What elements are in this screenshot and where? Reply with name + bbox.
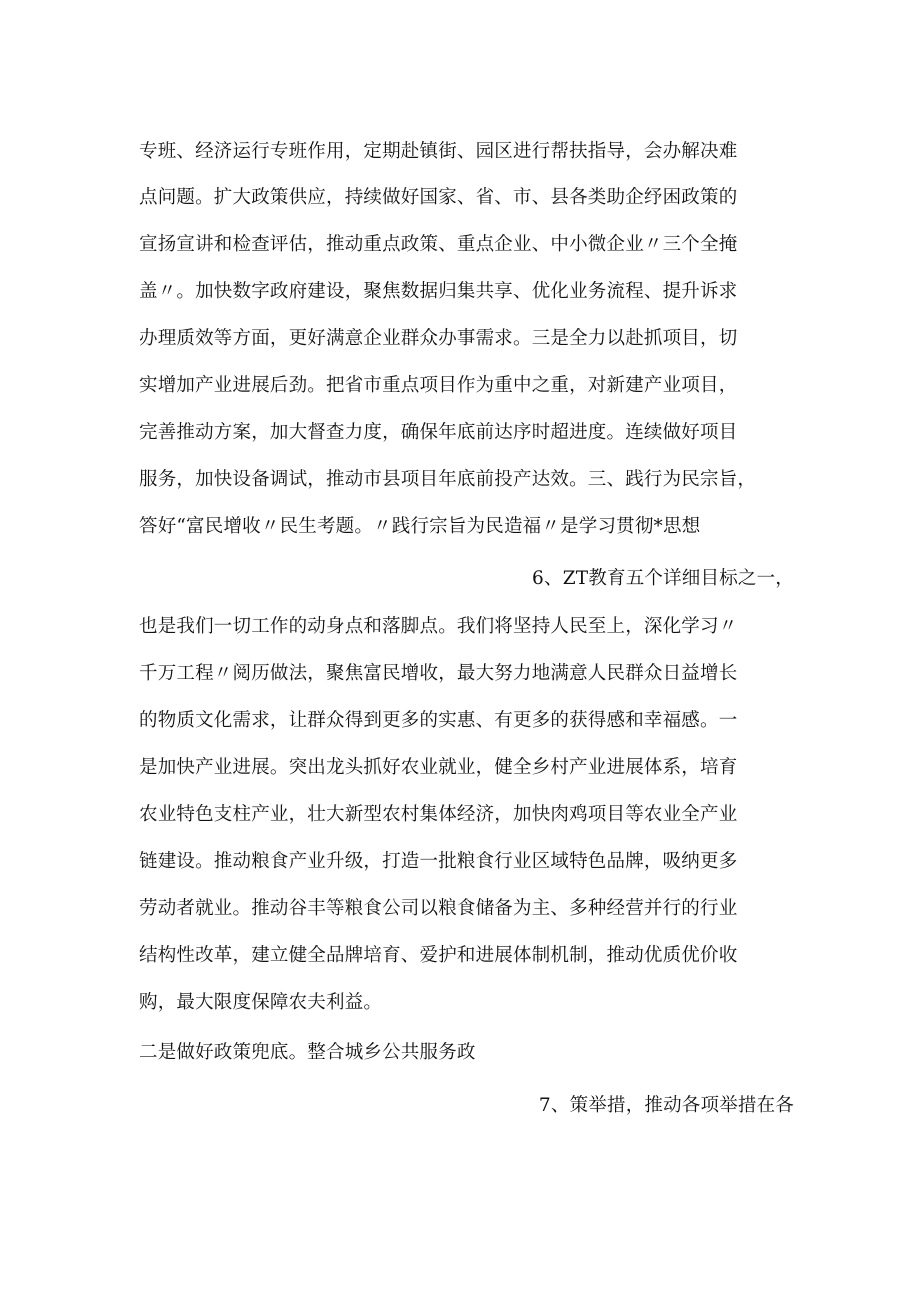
body-text-line: 千万工程〃阅历做法，聚焦富民增收，最大努力地满意人民群众日益增长 xyxy=(139,663,738,684)
body-text-line: 实增加产业进展后劲。把省市重点项目作为重中之重，对新建产业项目， xyxy=(139,375,738,396)
body-text-line: 是加快产业进展。突出龙头抓好农业就业，健全乡村产业进展体系，培育 xyxy=(139,757,738,778)
body-text-line: 专班、经济运行专班作用，定期赴镇街、园区进行帮扶指导，会办解决难 xyxy=(139,141,738,162)
body-text-line: 完善推动方案，加大督查力度，确保年底前达序时超进度。连续做好项目 xyxy=(139,422,738,443)
body-text-line: 点问题。扩大政策供应，持续做好国家、省、市、县各类助企纾困政策的 xyxy=(139,187,738,208)
body-text-line: 宣扬宣讲和检查评估，推动重点政策、重点企业、中小微企业〃三个全掩 xyxy=(139,234,738,255)
body-text-line: 农业特色支柱产业，壮大新型农村集体经济，加快肉鸡项目等农业全产业 xyxy=(139,804,738,825)
body-text-line: 盖〃。加快数字政府建设，聚焦数据归集共享、优化业务流程、提升诉求 xyxy=(139,281,738,302)
body-text-line: 劳动者就业。推动谷丰等粮食公司以粮食储备为主、多种经营并行的行业 xyxy=(139,898,738,919)
section-number-line: 6、ZT教育五个详细目标之一， xyxy=(532,568,794,589)
section-number-line: 7、策举措，推动各项举措在各 xyxy=(538,1095,794,1116)
body-text-line: 二是做好政策兜底。整合城乡公共服务政 xyxy=(139,1042,476,1063)
body-text-line: 购，最大限度保障农夫利益。 xyxy=(139,992,383,1013)
body-text-line: 答好“富民增收〃民生考题。〃践行宗旨为民造福〃是学习贯彻*思想 xyxy=(139,516,701,537)
body-text-line: 也是我们一切工作的动身点和落脚点。我们将坚持人民至上，深化学习〃 xyxy=(139,616,738,637)
body-text-line: 的物质文化需求，让群众得到更多的实惠、有更多的获得感和幸福感。一 xyxy=(139,710,738,731)
body-text-line: 办理质效等方面，更好满意企业群众办事需求。三是全力以赴抓项目，切 xyxy=(139,328,738,349)
body-text-line: 链建设。推动粮食产业升级，打造一批粮食行业区域特色品牌，吸纳更多 xyxy=(139,851,738,872)
body-text-line: 服务，加快设备调试，推动市县项目年底前投产达效。三、践行为民宗旨， xyxy=(139,469,757,490)
body-text-line: 结构性改革，建立健全品牌培育、爱护和进展体制机制，推动优质优价收 xyxy=(139,945,738,966)
